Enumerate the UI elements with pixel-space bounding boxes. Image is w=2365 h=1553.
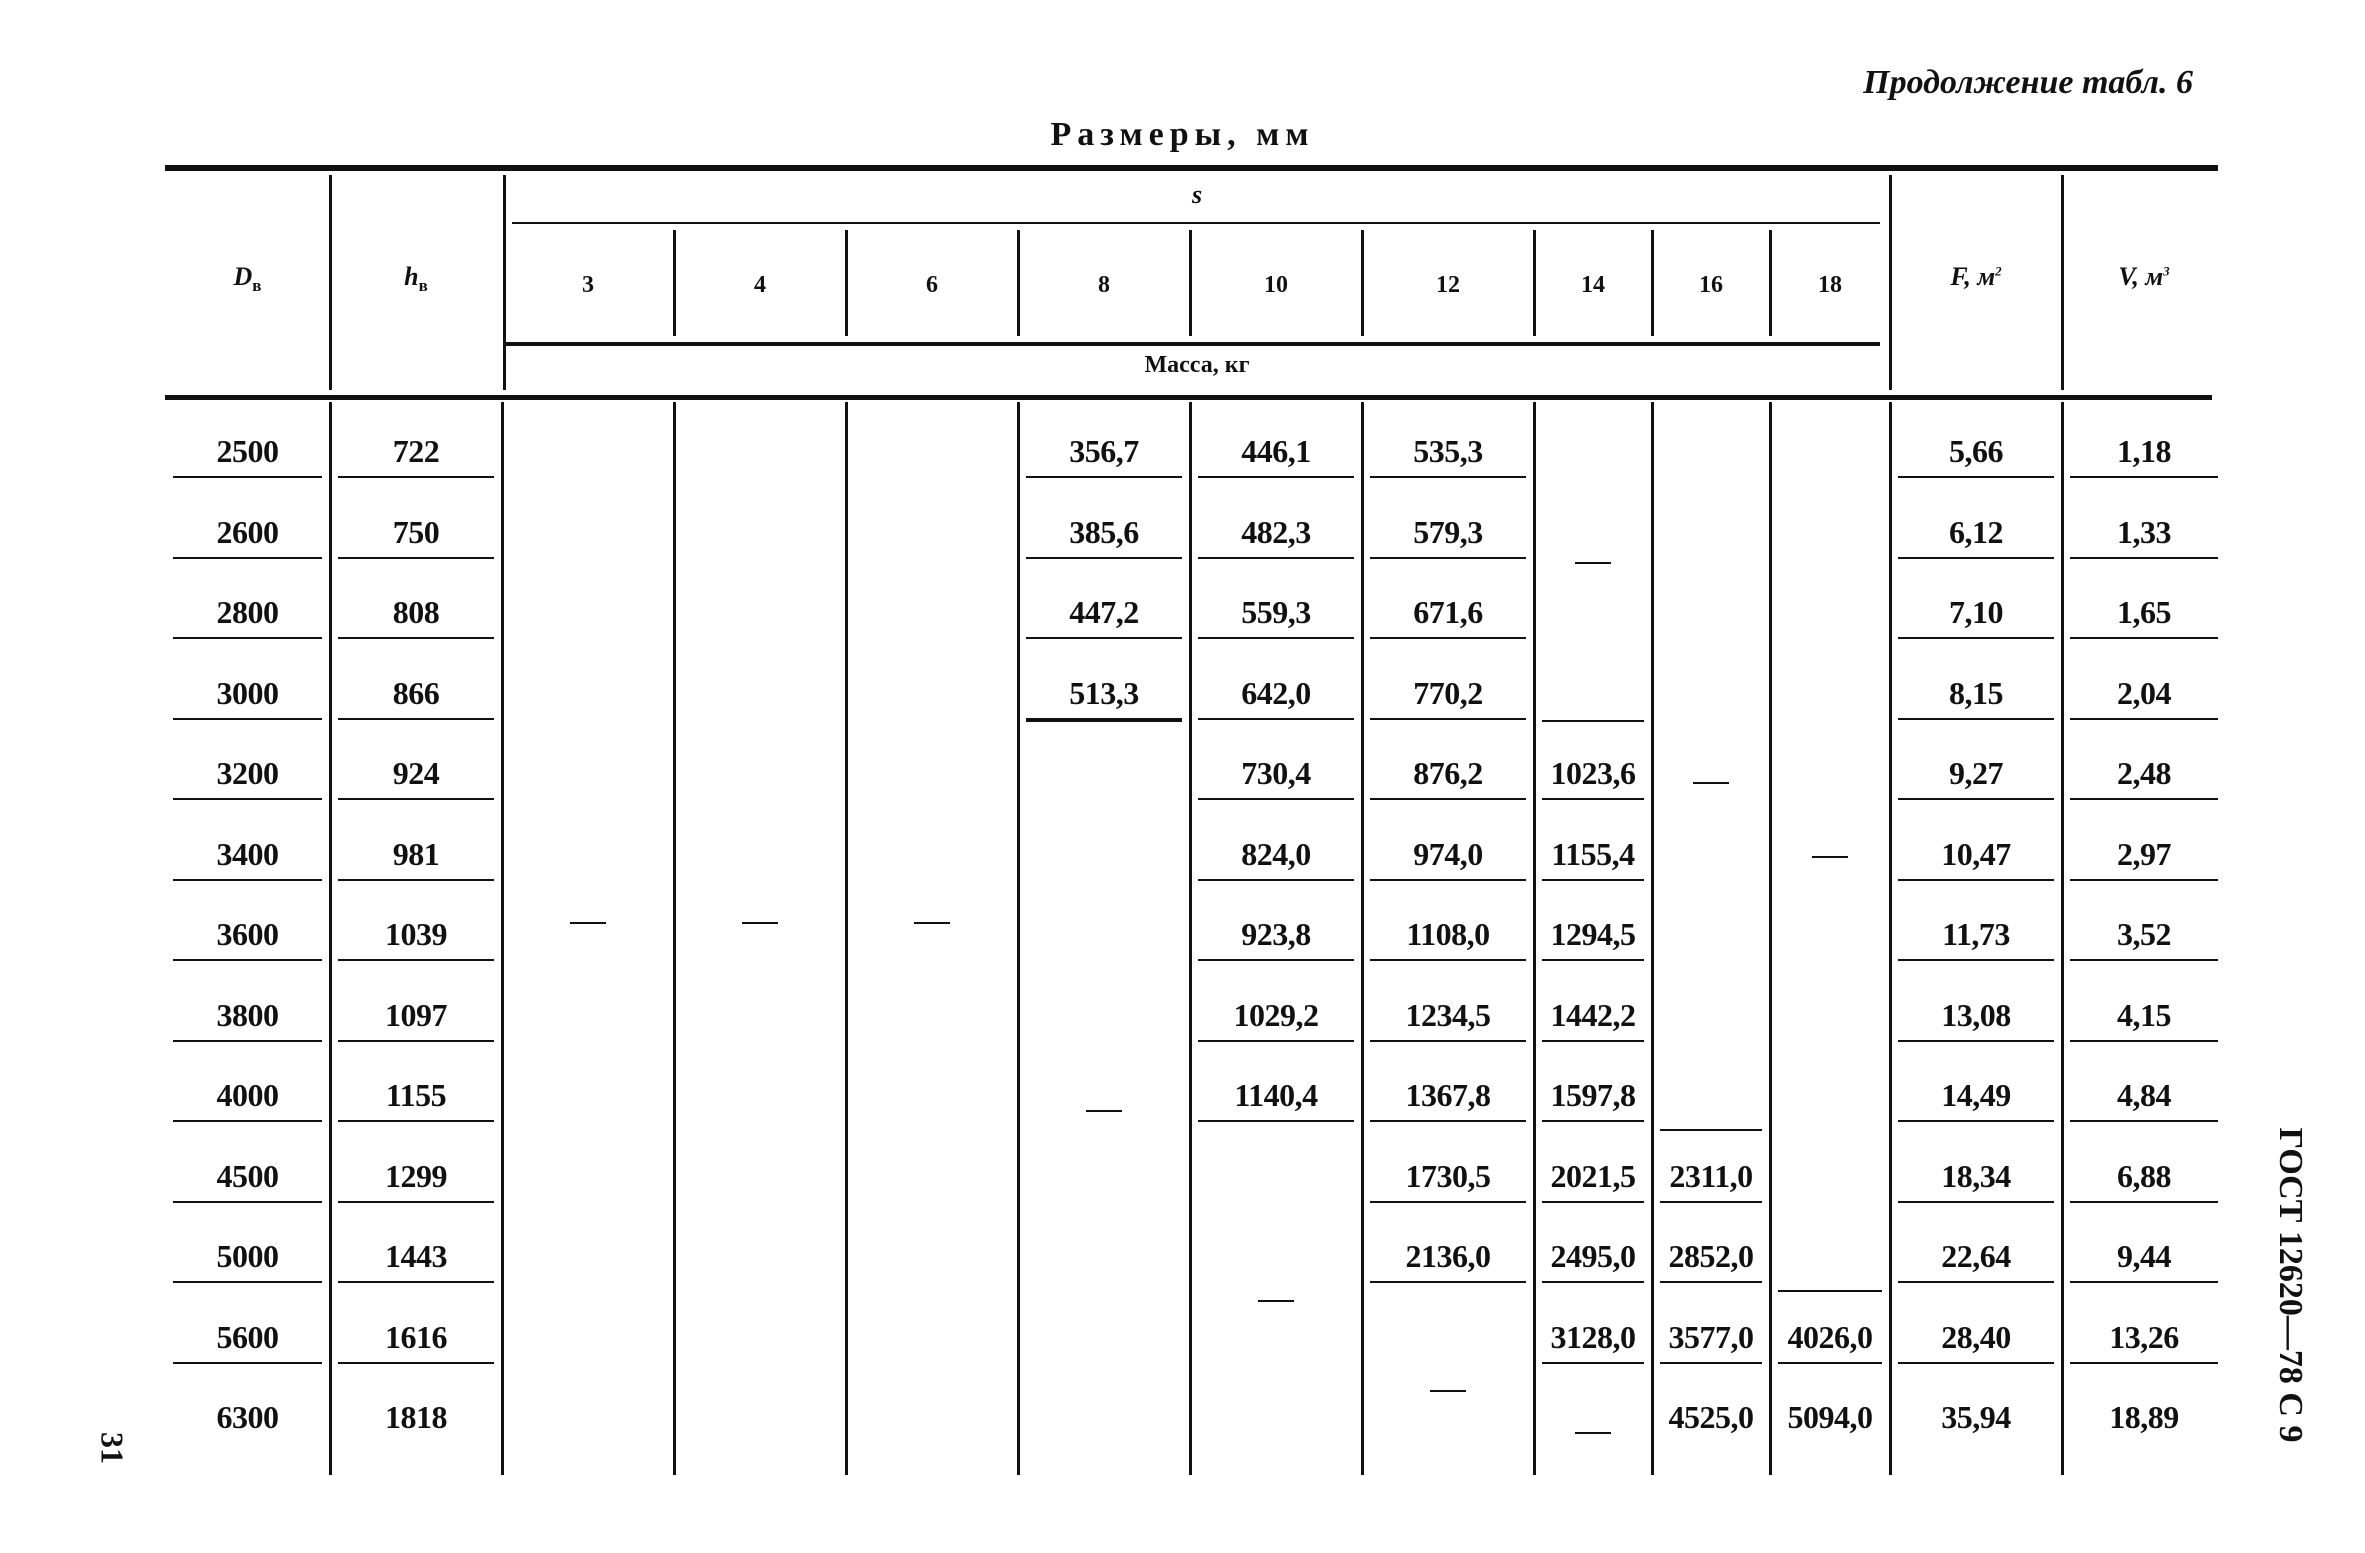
table-cell xyxy=(338,495,494,559)
cell-value: 1,18 xyxy=(2117,433,2171,469)
table-cell xyxy=(338,1380,494,1442)
cell-value: 35,94 xyxy=(1941,1399,2011,1435)
cell-value: 2021,5 xyxy=(1550,1157,1636,1194)
cell-value: 18,89 xyxy=(2109,1399,2179,1435)
table-cell xyxy=(1898,575,2054,639)
table-cell xyxy=(173,736,322,800)
table-cell xyxy=(1198,897,1354,961)
table-cell xyxy=(2070,656,2218,720)
table-cell xyxy=(1026,575,1182,639)
empty-dash xyxy=(1575,562,1611,564)
table-cell xyxy=(2070,978,2218,1042)
table-cell xyxy=(1370,1139,1526,1203)
cell-value: 1730,5 xyxy=(1405,1157,1491,1194)
cell-value: 3128,0 xyxy=(1550,1318,1636,1355)
cell-value: 1097 xyxy=(385,996,447,1033)
cell-value: 770,2 xyxy=(1413,674,1483,711)
column-divider xyxy=(2061,402,2064,1475)
table-cell xyxy=(1778,1300,1882,1364)
header-s-label: s xyxy=(1191,180,1203,209)
cell-value: 4500 xyxy=(216,1157,279,1194)
table-cell xyxy=(1370,656,1526,720)
table-cell xyxy=(1370,575,1526,639)
table-cell xyxy=(2070,736,2218,800)
cell-value: 3000 xyxy=(216,674,279,711)
cell-value: 2311,0 xyxy=(1669,1157,1753,1194)
cell-value: 671,6 xyxy=(1413,594,1483,630)
table-cell xyxy=(338,656,494,720)
cell-value: 981 xyxy=(392,835,440,872)
table-cell xyxy=(1898,414,2054,478)
cell-value: 6,88 xyxy=(2117,1157,2171,1194)
table-cell xyxy=(1898,1380,2054,1442)
table-cell xyxy=(1370,414,1526,478)
column-divider xyxy=(845,402,848,1475)
cell-value: 9,44 xyxy=(2117,1238,2171,1274)
cell-value: 535,3 xyxy=(1413,433,1483,469)
table-cell xyxy=(338,1058,494,1122)
cell-value: 22,64 xyxy=(1941,1238,2011,1274)
page-number: 31 xyxy=(94,1432,131,1464)
cell-value: 730,4 xyxy=(1241,755,1311,791)
table-cell xyxy=(2070,1300,2218,1364)
cell-value: 924 xyxy=(392,755,440,791)
cell-value: 1155,4 xyxy=(1551,835,1635,872)
header-v-column: V, $м^3$ xyxy=(2118,262,2170,291)
cell-value: 4000 xyxy=(216,1077,279,1113)
standard-designation: ГОСТ 12620—78 С 9 xyxy=(2272,1127,2309,1443)
cell-value: 876,2 xyxy=(1413,755,1483,791)
s-group-rule xyxy=(512,222,1880,224)
table-cell xyxy=(1660,1300,1762,1364)
header-bottom-rule xyxy=(165,395,2212,400)
table-cell xyxy=(1898,897,2054,961)
table-cell xyxy=(2070,1219,2218,1283)
cell-value: 642,0 xyxy=(1241,674,1311,711)
column-divider xyxy=(1889,402,1892,1475)
cell-value: 14,49 xyxy=(1941,1077,2011,1113)
header-s-value: 6 xyxy=(926,272,938,298)
column-divider xyxy=(329,402,332,1475)
cell-value: 722 xyxy=(392,433,440,469)
table-top-rule xyxy=(165,165,2218,171)
empty-dash xyxy=(570,922,606,924)
cell-value: 13,26 xyxy=(2109,1318,2179,1355)
table-cell xyxy=(173,656,322,720)
empty-dash xyxy=(1693,782,1729,784)
cell-value: 1818 xyxy=(385,1399,447,1435)
table-cell xyxy=(1660,1380,1762,1442)
table-cell xyxy=(173,978,322,1042)
table-cell xyxy=(1198,414,1354,478)
cell-value: 10,47 xyxy=(1941,835,2011,872)
empty-dash xyxy=(914,922,950,924)
table-cell xyxy=(173,495,322,559)
table-cell xyxy=(338,817,494,881)
cell-value: 579,3 xyxy=(1413,513,1483,550)
table-cell xyxy=(1898,1300,2054,1364)
cell-value: 3,52 xyxy=(2117,916,2171,952)
cell-value: 5600 xyxy=(216,1318,279,1355)
cell-value: 3577,0 xyxy=(1668,1318,1754,1355)
cell-value: 447,2 xyxy=(1069,594,1139,630)
cell-value: 1442,2 xyxy=(1550,996,1636,1033)
empty-dash xyxy=(1258,1300,1294,1302)
empty-dash xyxy=(1812,856,1848,858)
cell-value: 824,0 xyxy=(1241,835,1311,872)
table-cell xyxy=(1542,1139,1644,1203)
cell-value: 750 xyxy=(392,513,440,550)
cell-value: 1039 xyxy=(385,916,447,952)
header-s-value: 18 xyxy=(1818,272,1842,298)
header-h-column: $h_в$ xyxy=(404,262,428,296)
cell-value: 923,8 xyxy=(1241,916,1311,952)
table-cell xyxy=(173,1300,322,1364)
table-cell xyxy=(1542,817,1644,881)
table-cell xyxy=(1542,736,1644,800)
table-cell xyxy=(1778,1380,1882,1442)
cell-value: 4,15 xyxy=(2117,996,2171,1033)
cell-value: 2500 xyxy=(216,433,279,469)
table-cell xyxy=(1370,736,1526,800)
table-cell xyxy=(1660,1219,1762,1283)
cell-value: 9,27 xyxy=(1949,755,2003,791)
cell-value: 808 xyxy=(392,594,440,630)
cell-value: 2852,0 xyxy=(1668,1238,1754,1274)
column-divider xyxy=(1769,402,1772,1475)
block-separator xyxy=(1660,1129,1762,1131)
table-cell xyxy=(173,1380,322,1442)
table-cell xyxy=(1542,1219,1644,1283)
cell-value: 1155 xyxy=(385,1077,447,1113)
header-s-value: 16 xyxy=(1699,272,1723,298)
table-cell xyxy=(2070,817,2218,881)
table-cell xyxy=(338,414,494,478)
table-cell xyxy=(1198,978,1354,1042)
cell-value: 866 xyxy=(392,674,440,711)
cell-value: 1,33 xyxy=(2117,513,2171,550)
table-cell xyxy=(338,1139,494,1203)
cell-value: 5,66 xyxy=(1949,433,2003,469)
empty-dash xyxy=(1086,1110,1122,1112)
column-divider xyxy=(673,402,676,1475)
table-cell xyxy=(1370,817,1526,881)
cell-value: 1616 xyxy=(385,1318,447,1355)
table-cell xyxy=(1542,897,1644,961)
header-s-value: 10 xyxy=(1264,272,1288,298)
cell-value: 974,0 xyxy=(1413,835,1483,872)
table-cell xyxy=(1026,656,1182,720)
table-cell xyxy=(1198,575,1354,639)
table-cell xyxy=(1370,495,1526,559)
cell-value: 4,84 xyxy=(2117,1077,2171,1113)
table-cell xyxy=(1898,817,2054,881)
cell-value: 2,48 xyxy=(2117,755,2171,791)
header-s-value: 12 xyxy=(1436,272,1460,298)
cell-value: 2600 xyxy=(216,513,279,550)
cell-value: 6300 xyxy=(216,1399,279,1435)
cell-value: 2495,0 xyxy=(1550,1238,1636,1274)
table-cell xyxy=(338,1219,494,1283)
table-cell xyxy=(338,978,494,1042)
table-cell xyxy=(1898,656,2054,720)
cell-value: 1597,8 xyxy=(1550,1077,1636,1113)
table-cell xyxy=(1198,736,1354,800)
column-divider xyxy=(1533,402,1536,1475)
table-cell xyxy=(2070,1058,2218,1122)
header-s-value: 8 xyxy=(1098,272,1110,298)
empty-dash xyxy=(1430,1390,1466,1392)
table-cell xyxy=(2070,1139,2218,1203)
column-divider xyxy=(1651,402,1654,1475)
header-mass-label: Масса, кг xyxy=(1144,352,1250,378)
table-cell xyxy=(1198,495,1354,559)
cell-value: 559,3 xyxy=(1241,594,1311,630)
table-cell xyxy=(1898,495,2054,559)
cell-value: 513,3 xyxy=(1069,674,1139,711)
cell-value: 356,7 xyxy=(1069,433,1139,469)
cell-value: 18,34 xyxy=(1941,1157,2011,1194)
header-d-column: $D_в$ xyxy=(233,262,262,296)
table-cell xyxy=(173,414,322,478)
cell-value: 385,6 xyxy=(1069,513,1139,550)
cell-value: 1367,8 xyxy=(1405,1077,1491,1113)
table-cell xyxy=(1198,1058,1354,1122)
table-cell xyxy=(173,575,322,639)
cell-value: 2800 xyxy=(216,594,279,630)
table-cell xyxy=(2070,575,2218,639)
cell-value: 1443 xyxy=(385,1238,447,1274)
table-cell xyxy=(1370,897,1526,961)
table-title: Размеры, мм xyxy=(1050,116,1315,153)
cell-value: 1023,6 xyxy=(1550,755,1636,791)
table-cell xyxy=(1898,736,2054,800)
table-cell xyxy=(173,817,322,881)
table-cell xyxy=(1370,1219,1526,1283)
cell-value: 8,15 xyxy=(1949,674,2003,711)
table-cell xyxy=(1198,656,1354,720)
cell-value: 28,40 xyxy=(1941,1318,2011,1355)
table-cell xyxy=(2070,495,2218,559)
table-cell xyxy=(1898,1219,2054,1283)
cell-value: 3800 xyxy=(216,996,279,1033)
cell-value: 11,73 xyxy=(1942,916,2010,952)
table-cell xyxy=(2070,1380,2218,1442)
table-cell xyxy=(338,1300,494,1364)
cell-value: 446,1 xyxy=(1241,433,1311,469)
table-cell xyxy=(1898,1139,2054,1203)
table-cell xyxy=(1370,978,1526,1042)
block-separator xyxy=(1778,1290,1882,1292)
cell-value: 1234,5 xyxy=(1405,996,1491,1033)
table-cell xyxy=(1026,495,1182,559)
cell-value: 1,65 xyxy=(2117,594,2171,630)
cell-value: 2136,0 xyxy=(1405,1238,1491,1274)
table-continuation-caption: Продолжение табл. 6 xyxy=(1863,64,2193,101)
empty-dash xyxy=(1575,1432,1611,1434)
header-s-value: 4 xyxy=(754,272,766,298)
block-separator xyxy=(1542,720,1644,722)
cell-value: 1140,4 xyxy=(1234,1077,1318,1113)
header-s-value: 14 xyxy=(1581,272,1605,298)
cell-value: 3200 xyxy=(216,755,279,791)
cell-value: 6,12 xyxy=(1949,513,2003,550)
header-f-column: F, $м^2$ xyxy=(1950,262,2002,291)
cell-value: 3600 xyxy=(216,916,279,952)
cell-value: 5094,0 xyxy=(1787,1399,1873,1435)
cell-value: 2,04 xyxy=(2117,674,2171,711)
mass-group-rule xyxy=(505,342,1880,346)
cell-value: 2,97 xyxy=(2117,835,2171,872)
cell-value: 1294,5 xyxy=(1550,916,1636,952)
empty-dash xyxy=(742,922,778,924)
table-cell xyxy=(173,897,322,961)
cell-value: 4026,0 xyxy=(1787,1318,1873,1355)
cell-value: 1029,2 xyxy=(1233,996,1319,1033)
table-cell xyxy=(173,1139,322,1203)
column-divider xyxy=(1189,402,1192,1475)
cell-value: 3400 xyxy=(216,835,279,872)
table-cell xyxy=(1542,978,1644,1042)
cell-value: 1108,0 xyxy=(1406,916,1490,952)
table-cell xyxy=(173,1058,322,1122)
cell-value: 7,10 xyxy=(1949,594,2003,630)
table-cell xyxy=(338,897,494,961)
block-separator xyxy=(1026,720,1182,722)
table-cell xyxy=(1370,1058,1526,1122)
column-divider xyxy=(1361,402,1364,1475)
header-s-value: 3 xyxy=(582,272,594,298)
column-divider xyxy=(501,402,504,1475)
table-cell xyxy=(338,736,494,800)
table-cell xyxy=(2070,414,2218,478)
cell-value: 482,3 xyxy=(1241,513,1311,550)
table-cell xyxy=(1026,414,1182,478)
column-divider xyxy=(1017,402,1020,1475)
cell-value: 13,08 xyxy=(1941,996,2011,1033)
table-cell xyxy=(1660,1139,1762,1203)
cell-value: 5000 xyxy=(216,1238,279,1274)
table-cell xyxy=(1898,978,2054,1042)
table-cell xyxy=(1542,1300,1644,1364)
table-cell xyxy=(2070,897,2218,961)
table-cell xyxy=(1898,1058,2054,1122)
cell-value: 4525,0 xyxy=(1668,1399,1754,1435)
table-cell xyxy=(1542,1058,1644,1122)
table-cell xyxy=(1198,817,1354,881)
cell-value: 1299 xyxy=(385,1157,447,1194)
table-cell xyxy=(338,575,494,639)
table-cell xyxy=(173,1219,322,1283)
